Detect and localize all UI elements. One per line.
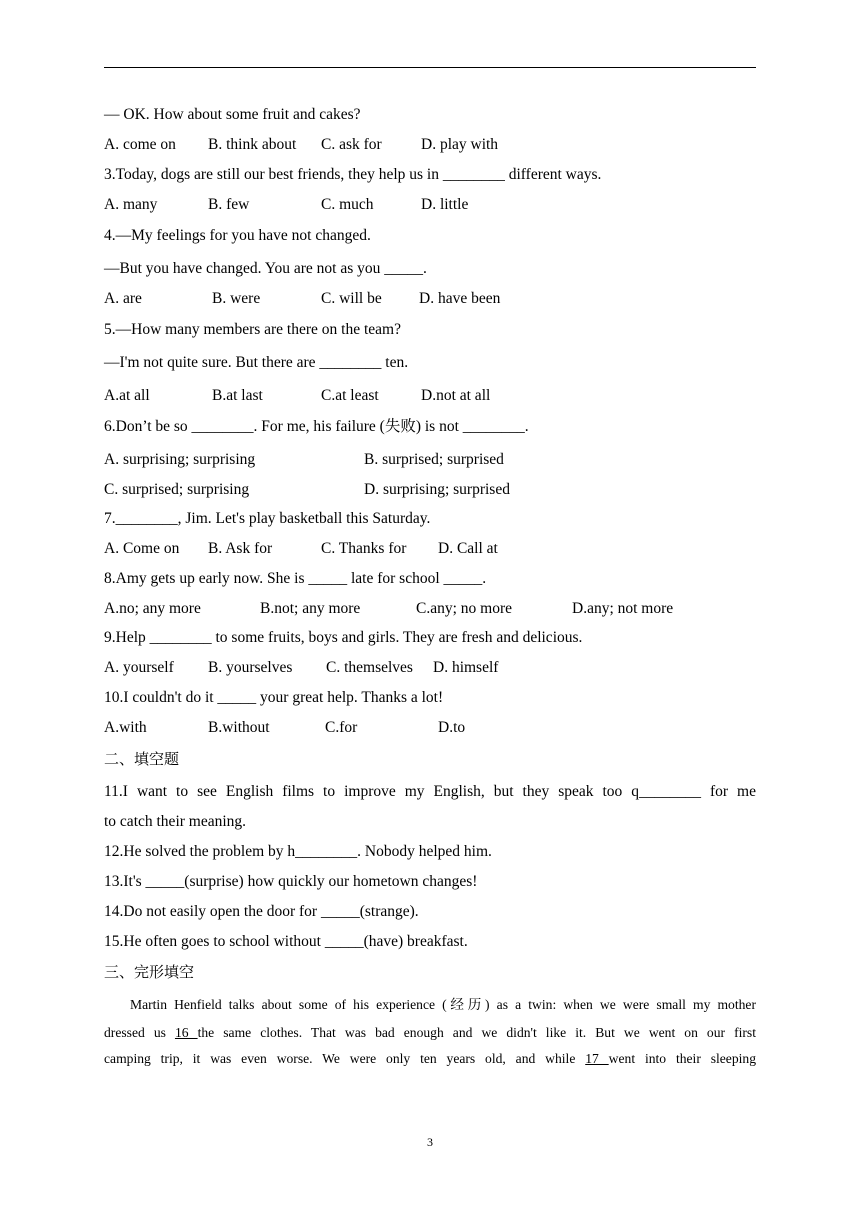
option-d: D. have been (419, 290, 501, 307)
option-a: A.no; any more (104, 600, 201, 617)
option-b: B. think about (208, 136, 297, 153)
option-b: B.without (208, 719, 270, 736)
question-5-reply: —I'm not quite sure. But there are ________ ten. (104, 354, 409, 371)
option-d: D.not at all (421, 387, 491, 404)
question-15: 15.He often goes to school without _____(have) breakfast. (104, 933, 468, 950)
option-c: C.any; no more (416, 600, 512, 617)
question-11: 11.I want to see English films to improve my English, but they speak too q________ for me (104, 783, 756, 800)
option-a: A. yourself (104, 659, 174, 676)
cloze-blank-17: 17 (585, 1051, 609, 1066)
question-8: 8.Amy gets up early now. She is _____ late for school _____. (104, 570, 487, 587)
passage-text: went into their sleeping (608, 1051, 757, 1066)
option-a: A. come on (104, 136, 176, 153)
option-b: B. surprised; surprised (364, 451, 504, 468)
option-d: D. himself (433, 659, 499, 676)
passage-line-1: Martin Henfield talks about some of his experience (经历) as a twin: when we were small my mother (130, 997, 756, 1012)
option-a: A.with (104, 719, 147, 736)
question-4: 4.—My feelings for you have not changed. (104, 227, 371, 244)
question-6: 6.Don’t be so ________. For me, his failure (失败) is not ________. (104, 418, 529, 435)
option-b: B. few (208, 196, 250, 213)
question-7: 7.________, Jim. Let's play basketball this Saturday. (104, 510, 431, 527)
option-c: C. much (321, 196, 374, 213)
question-12: 12.He solved the problem by h________. Nobody helped him. (104, 843, 492, 860)
option-d: D.any; not more (572, 600, 674, 617)
option-a: A. Come on (104, 540, 180, 557)
option-c: C. will be (321, 290, 382, 307)
option-c: C.for (325, 719, 358, 736)
passage-text: camping trip, it was even worse. We were only ten years old, and while (104, 1051, 586, 1066)
option-c: C. Thanks for (321, 540, 407, 557)
option-b: B. yourselves (208, 659, 293, 676)
question-5: 5.—How many members are there on the team? (104, 321, 401, 338)
option-b: B. were (212, 290, 261, 307)
option-c: C. themselves (326, 659, 413, 676)
option-b: B.not; any more (260, 600, 361, 617)
question-9: 9.Help ________ to some fruits, boys and girls. They are fresh and delicious. (104, 629, 583, 646)
option-c: C. ask for (321, 136, 382, 153)
passage-line-3 (104, 1050, 756, 1068)
option-a: A.at all (104, 387, 150, 404)
option-a: A. many (104, 196, 158, 213)
option-b: B. Ask for (208, 540, 273, 557)
option-d: D.to (438, 719, 466, 736)
question-14: 14.Do not easily open the door for _____(strange). (104, 903, 419, 920)
passage-text: the same clothes. That was bad enough and we didn't like it. But we went on our first (197, 1025, 756, 1040)
question-13: 13.It's _____(surprise) how quickly our hometown changes! (104, 873, 478, 890)
question-4-reply: —But you have changed. You are not as you _____. (104, 260, 427, 277)
option-b: B.at last (212, 387, 263, 404)
section-heading-fill-in: 二、填空题 (104, 750, 180, 768)
option-a: A. are (104, 290, 142, 307)
option-d: D. Call at (438, 540, 498, 557)
passage-text: dressed us (104, 1025, 175, 1040)
cloze-blank-16: 16 (174, 1025, 198, 1040)
question-3: 3.Today, dogs are still our best friends, they help us in ________ different ways. (104, 166, 602, 183)
option-c: C.at least (321, 387, 379, 404)
question-11-cont: to catch their meaning. (104, 813, 247, 830)
question-line: — OK. How about some fruit and cakes? (104, 106, 361, 123)
question-10: 10.I couldn't do it _____ your great help. Thanks a lot! (104, 689, 444, 706)
passage-line-2 (104, 1024, 756, 1042)
option-d: D. surprising; surprised (364, 481, 510, 498)
option-d: D. play with (421, 136, 499, 153)
section-heading-cloze: 三、完形填空 (104, 963, 195, 981)
page-number: 3 (427, 1135, 433, 1149)
option-a: A. surprising; surprising (104, 451, 256, 468)
header-rule (104, 67, 756, 68)
option-d: D. little (421, 196, 469, 213)
option-c: C. surprised; surprising (104, 481, 250, 498)
